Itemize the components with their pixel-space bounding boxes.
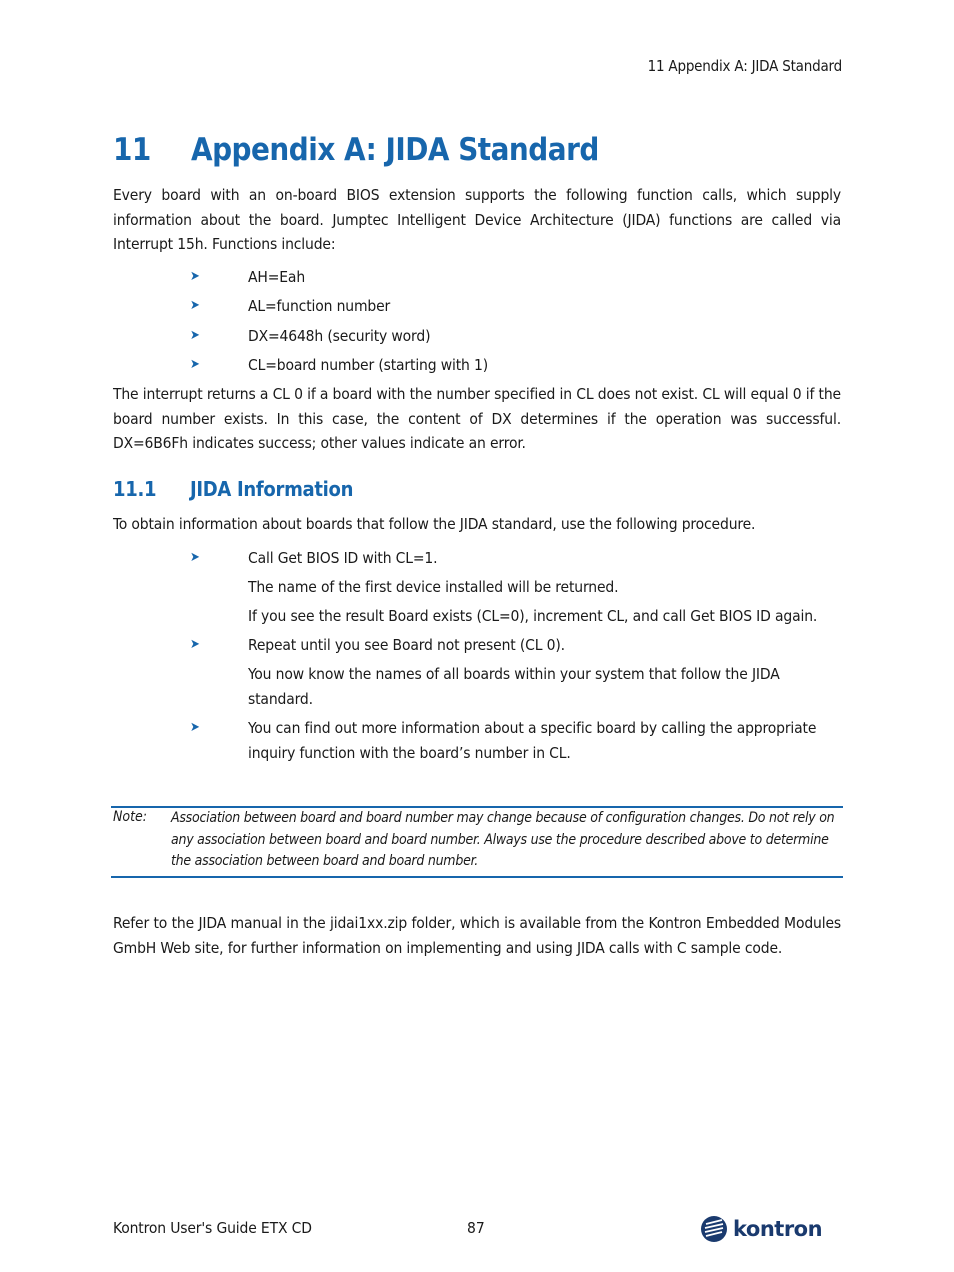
chapter-number: 11 <box>113 132 151 168</box>
arrow-bullet-icon: ➤ <box>190 357 200 372</box>
note-label: Note: <box>113 809 148 825</box>
arrow-bullet-icon: ➤ <box>190 298 200 313</box>
chapter-title: Appendix A: JIDA Standard <box>191 132 599 168</box>
note-text: Association between board and board number may change because of configuration changes. Do not rely on any association between board and board number. Always use the procedure described above to determine the association between board and board number. <box>171 810 835 869</box>
section-intro: To obtain information about boards that follow the JIDA standard, use the following procedure. <box>113 515 756 533</box>
section-number: 11.1 <box>113 477 157 501</box>
logo-wordmark: kontron <box>733 1217 823 1241</box>
footer-title: Kontron User's Guide ETX CD <box>113 1219 312 1237</box>
list-item-text: AL=function number <box>248 297 391 315</box>
list-item-text: CL=board number (starting with 1) <box>248 356 489 374</box>
arrow-bullet-icon: ➤ <box>190 550 200 565</box>
arrow-bullet-icon: ➤ <box>190 720 200 735</box>
arrow-bullet-icon: ➤ <box>190 328 200 343</box>
step-detail: You now know the names of all boards within your system that follow the JIDA standard. <box>248 665 780 708</box>
kontron-logo <box>700 1215 822 1243</box>
step-detail: The name of the first device installed will be returned. <box>248 578 619 596</box>
closing-paragraph: Refer to the JIDA manual in the jidai1xx.zip folder, which is available from the Kontron Embedded Modules GmbH Web site, for further information on implementing and using JIDA calls with C sample code. <box>113 914 841 957</box>
interrupt-paragraph: The interrupt returns a CL 0 if a board with the number specified in CL does not exist. CL will equal 0 if the board number exists. In this case, the content of DX determines if the operation was successful. DX=6B6Fh indicates success; other values indicate an error. <box>113 385 841 452</box>
list-item-text: AH=Eah <box>248 268 306 286</box>
chapter-heading <box>113 132 599 168</box>
intro-paragraph: Every board with an on-board BIOS extension supports the following function calls, which supply information about the board. Jumptec Intelligent Device Architecture (JIDA) functions are called via Interrupt 15h. Functions include: <box>113 186 841 253</box>
arrow-bullet-icon: ➤ <box>190 637 200 652</box>
list-item-text: You can find out more information about a specific board by calling the appropriate inquiry function with the board’s number in CL. <box>248 719 817 762</box>
section-heading <box>113 477 353 501</box>
kontron-logo-icon <box>700 1215 728 1243</box>
page-number: 87 <box>467 1219 485 1237</box>
list-item-text: Repeat until you see Board not present (CL 0). <box>248 636 565 654</box>
section-title: JIDA Information <box>190 477 354 501</box>
running-header: 11 Appendix A: JIDA Standard <box>647 57 842 75</box>
arrow-bullet-icon: ➤ <box>190 269 200 284</box>
list-item-text: Call Get BIOS ID with CL=1. <box>248 549 438 567</box>
step-detail: If you see the result Board exists (CL=0), increment CL, and call Get BIOS ID again. <box>248 607 818 625</box>
list-item-text: DX=4648h (security word) <box>248 327 431 345</box>
note-bottom-rule <box>111 876 843 878</box>
